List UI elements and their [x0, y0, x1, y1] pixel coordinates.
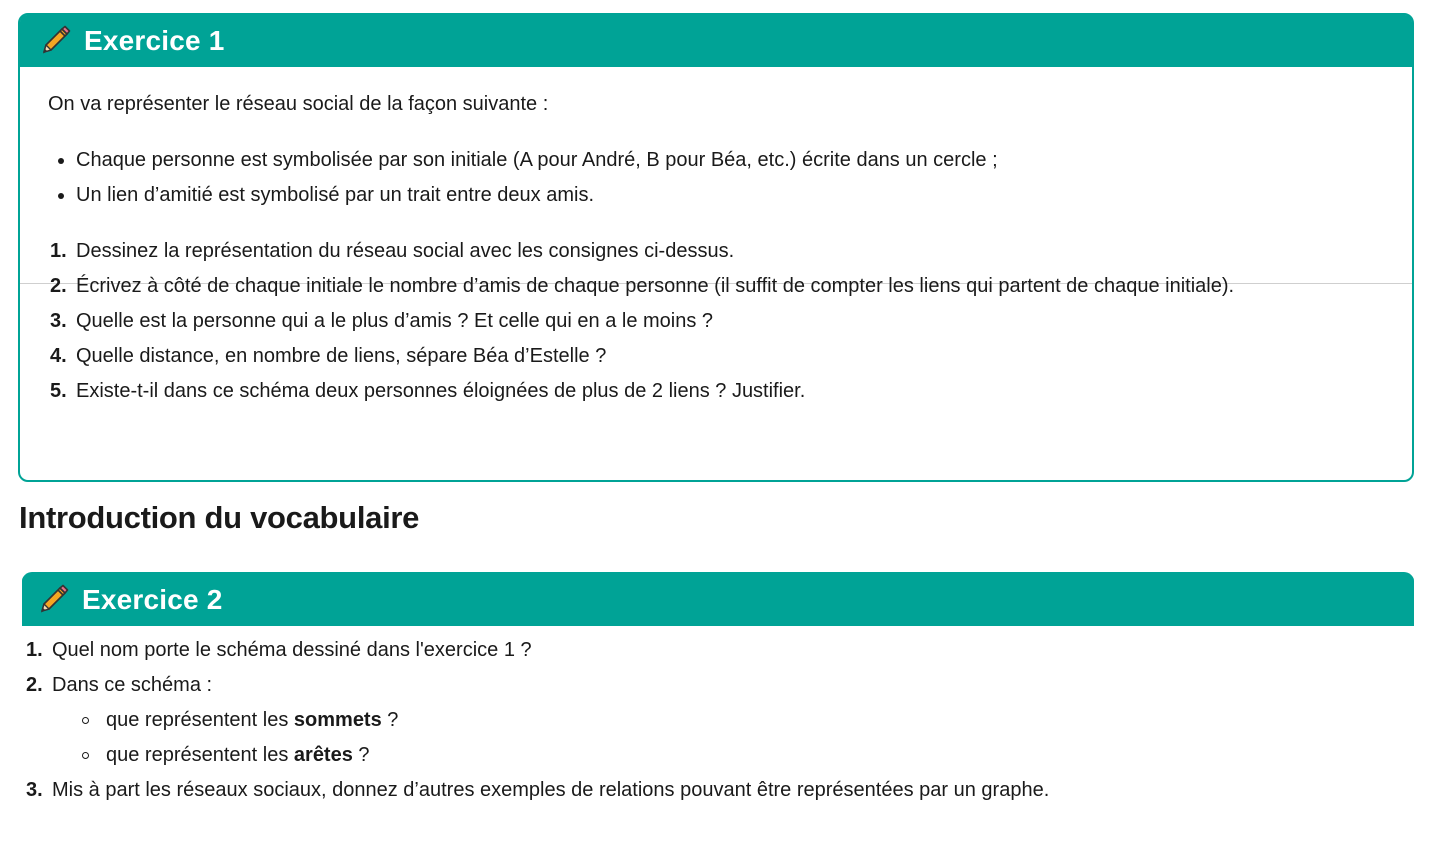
sub-item-suffix: ? [352, 744, 370, 766]
question-item [20, 304, 1412, 339]
sub-item-text: que représentent les [106, 709, 294, 731]
question-number: 1. [50, 240, 67, 262]
sub-item-text: que représentent les [106, 744, 294, 766]
list-item: Un lien d’amitié est symbolisé par un trait entre deux amis. [20, 178, 1412, 213]
question-item [20, 339, 1412, 374]
question-text: Mis à part les réseaux sociaux, donnez d’autres exemples de relations pouvant être représentées par un graphe. [52, 779, 1050, 801]
exercise-2-header [22, 574, 1414, 626]
keyword-aretes: arêtes [293, 744, 353, 766]
sub-item-suffix: ? [381, 709, 399, 731]
sub-list-item [0, 738, 1414, 773]
sub-list-item [0, 703, 1414, 738]
question-number: 5. [50, 380, 67, 402]
question-number: 4. [50, 345, 67, 367]
question-number: 3. [26, 779, 43, 801]
question-text: Quelle distance, en nombre de liens, sépare Béa d’Estelle ? [76, 345, 607, 367]
question-text: Quelle est la personne qui a le plus d’amis ? Et celle qui en a le moins ? [76, 310, 714, 332]
exercise-1-header [20, 15, 1412, 67]
pencil-icon [38, 24, 72, 58]
question-number: 2. [50, 275, 67, 297]
question-item [0, 633, 1414, 668]
question-number: 3. [50, 310, 67, 332]
exercise-2-question-list [0, 633, 1414, 808]
list-item: Chaque personne est symbolisée par son initiale (A pour André, B pour Béa, etc.) écrite dans un cercle ; [20, 143, 1412, 178]
keyword-sommets: sommets [293, 709, 382, 731]
question-text: Existe-t-il dans ce schéma deux personnes éloignées de plus de 2 liens ? Justifier. [76, 380, 806, 402]
exercise-1-title: Exercice 1 [84, 25, 225, 56]
exercise-1-box [18, 13, 1414, 482]
exercise-2-title: Exercice 2 [82, 584, 223, 615]
exercise-1-question-list [20, 234, 1412, 409]
question-text: Quel nom porte le schéma dessiné dans l'exercice 1 ? [52, 639, 532, 661]
question-number: 2. [26, 674, 43, 696]
exercise-1-bullet-list [20, 143, 1412, 213]
question-text: Écrivez à côté de chaque initiale le nombre d’amis de chaque personne (il suffit de compter les liens qui partent de chaque initiale). [76, 275, 1235, 297]
question-text: Dans ce schéma : [52, 674, 213, 696]
question-item [20, 234, 1412, 269]
question-item [20, 269, 1412, 304]
question-item [0, 668, 1414, 703]
exercise-2-box [22, 572, 1414, 852]
question-text: Dessinez la représentation du réseau social avec les consignes ci-dessus. [76, 240, 735, 262]
question-number: 1. [26, 639, 43, 661]
exercise-1-intro: On va représenter le réseau social de la façon suivante : [48, 93, 549, 115]
question-item [0, 773, 1414, 808]
section-title: Introduction du vocabulaire [19, 500, 420, 535]
pencil-icon [36, 583, 70, 617]
question-item [20, 374, 1412, 409]
